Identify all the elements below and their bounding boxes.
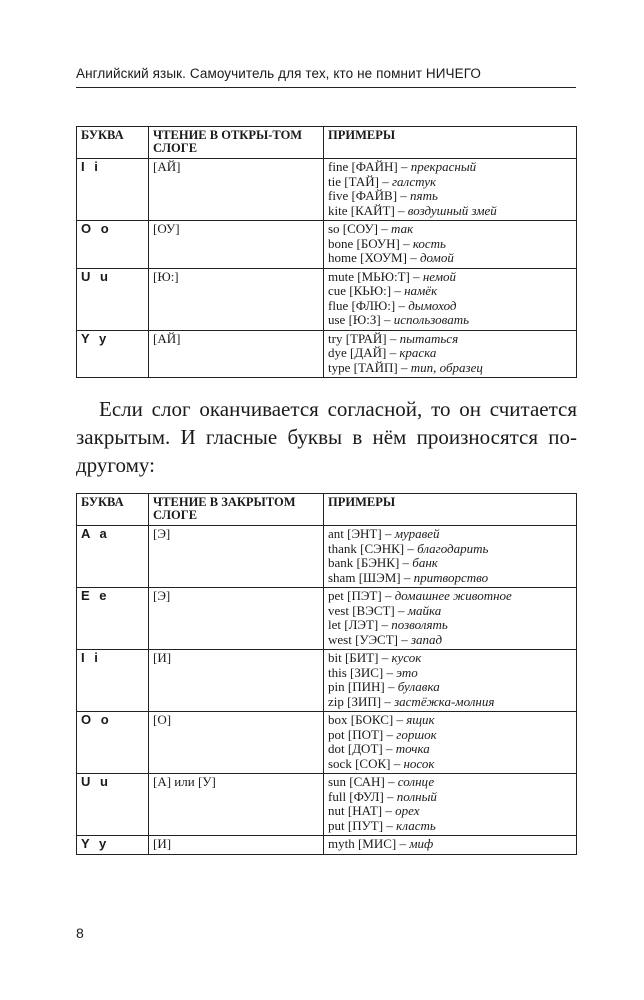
column-header-examples: ПРИМЕРЫ [324,494,577,526]
example-word: full [ФУЛ] [328,788,384,804]
example-word: vest [ВЭСТ] [328,602,395,618]
reading-cell: [Ю:] [149,268,324,330]
table-row [77,774,577,836]
example-word: sun [САН] [328,774,385,789]
example-translation: использовать [393,312,470,327]
table-header-row [77,127,577,159]
example-word: fine [ФАЙН] [328,159,398,174]
example-word: bit [БИТ] [328,650,379,665]
example-line: nut [НАТ] – орех [328,803,420,818]
example-word: home [ХОУМ] [328,250,407,265]
example-translation: тип, образец [410,359,483,375]
example-translation: галстук [391,173,437,189]
column-header-reading: ЧТЕНИЕ В ОТКРЫ-ТОМ СЛОГЕ [149,127,324,159]
example-line: pin [ПИН] – булавка [328,679,440,694]
example-line: so [СОУ] – так [328,221,414,236]
running-header: Английский язык. Самоучитель для тех, кто не помнит НИЧЕГО [76,66,481,81]
example-line: use [Ю:З] – использовать [328,312,470,327]
reading-cell: [И] [149,836,324,855]
example-word: pot [ПОТ] [328,726,384,742]
example-word: thank [СЭНК] [328,540,405,556]
reading-cell: [Э] [149,526,324,588]
example-translation: ящик [406,712,435,727]
example-translation: благодарить [417,540,489,556]
example-word: tie [ТАЙ] [328,173,379,189]
example-translation: намёк [404,283,438,298]
example-word: this [ЗИС] [328,664,384,680]
example-line: cue [КЬЮ:] – намёк [328,283,438,298]
example-translation: булавка [397,679,440,694]
examples-cell [324,836,577,855]
example-translation: домашнее животное [394,588,512,603]
example-word: bank [БЭНК] [328,555,400,570]
example-word: nut [НАТ] [328,803,383,818]
example-line: type [ТАЙП] – тип, образец [328,359,483,375]
table-row [77,712,577,774]
example-translation: майка [407,602,442,618]
table-row [77,836,577,855]
example-word: sham [ШЭМ] [328,569,401,585]
example-line: myth [МИС] – миф [328,836,434,851]
example-line: full [ФУЛ] – полный [328,788,437,804]
open-syllable-table [76,126,577,378]
example-translation: немой [422,268,457,284]
example-translation: точка [395,741,430,756]
example-line: flue [ФЛЮ:] – дымоход [328,297,457,313]
example-translation: дымоход [408,297,457,313]
example-line: bone [БОУН] – кость [328,235,446,251]
examples-cell [324,774,577,836]
example-translation: застёжка-молния [394,693,495,709]
example-translation: домой [419,250,454,265]
example-line: vest [ВЭСТ] – майка [328,602,442,618]
example-translation: класть [396,817,436,833]
letter-cell: Y y [77,836,149,855]
example-translation: горшок [396,726,437,742]
example-line: try [ТРАЙ] – пытаться [328,330,459,346]
example-translation: полный [396,788,437,804]
header-rule [76,87,576,88]
letter-cell: I i [77,159,149,221]
page-number: 8 [76,925,84,941]
example-translation: краска [399,345,437,360]
example-line: mute [МЬЮ:Т] – немой [328,268,457,284]
example-line: dye [ДАЙ] – краска [328,345,437,360]
example-word: type [ТАЙП] [328,359,398,375]
example-word: so [СОУ] [328,221,379,236]
reading-cell: [АЙ] [149,330,324,378]
example-line: box [БОКС] – ящик [328,712,435,727]
examples-cell [324,650,577,712]
examples-cell [324,268,577,330]
example-translation: орех [395,803,420,818]
example-word: put [ПУТ] [328,817,384,833]
example-translation: прекрасный [410,159,477,174]
paragraph: Если слог оканчивается согласной, то он считается закрытым. И гласные буквы в нём произносятся по-другому: [76,397,577,477]
example-translation: воздушный змей [407,202,497,218]
example-word: mute [МЬЮ:Т] [328,268,410,284]
example-word: kite [КАЙТ] [328,202,395,218]
example-word: cue [КЬЮ:] [328,283,392,298]
reading-cell: [И] [149,650,324,712]
examples-cell [324,159,577,221]
letter-cell: O o [77,712,149,774]
examples-cell [324,221,577,269]
letter-cell: I i [77,650,149,712]
example-line: pet [ПЭТ] – домашнее животное [328,588,512,603]
example-line: sun [САН] – солнце [328,774,435,789]
example-line: ant [ЭНТ] – муравей [328,526,440,541]
table-row [77,330,577,378]
example-line: zip [ЗИП] – застёжка-молния [328,693,495,709]
table-row [77,588,577,650]
example-word: use [Ю:З] [328,312,381,327]
example-word: ant [ЭНТ] [328,526,382,541]
example-translation: кость [412,235,446,251]
example-translation: притворство [413,569,489,585]
example-word: pet [ПЭТ] [328,588,382,603]
example-word: myth [МИС] [328,836,397,851]
example-line: thank [СЭНК] – благодарить [328,540,489,556]
reading-cell: [А] или [У] [149,774,324,836]
example-word: try [ТРАЙ] [328,330,387,346]
letter-cell: U u [77,774,149,836]
reading-cell: [АЙ] [149,159,324,221]
letter-cell: O o [77,221,149,269]
examples-cell [324,526,577,588]
example-translation: это [396,664,418,680]
example-line: fine [ФАЙН] – прекрасный [328,159,477,174]
table-row [77,268,577,330]
table-row [77,159,577,221]
example-translation: миф [409,836,434,851]
example-word: dye [ДАЙ] [328,345,387,360]
example-translation: пять [410,188,438,203]
example-line: dot [ДОТ] – точка [328,741,430,756]
example-line: put [ПУТ] – класть [328,817,436,833]
examples-cell [324,588,577,650]
example-translation: позволять [391,617,448,632]
letter-cell: A a [77,526,149,588]
example-translation: кусок [391,650,422,665]
column-header-letter: БУКВА [77,127,149,159]
letter-cell: Y y [77,330,149,378]
example-word: sock [СОК] [328,755,391,771]
column-header-examples: ПРИМЕРЫ [324,127,577,159]
example-word: box [БОКС] [328,712,394,727]
example-translation: солнце [397,774,435,789]
example-line: let [ЛЭТ] – позволять [328,617,448,632]
example-translation: носок [403,755,435,771]
example-word: west [УЭСТ] [328,631,398,647]
example-translation: банк [412,555,438,570]
table-row [77,650,577,712]
reading-cell: [Э] [149,588,324,650]
example-word: let [ЛЭТ] [328,617,379,632]
reading-cell: [ОУ] [149,221,324,269]
example-translation: муравей [394,526,440,541]
example-line: home [ХОУМ] – домой [328,250,454,265]
example-line: bank [БЭНК] – банк [328,555,438,570]
closed-syllable-table [76,493,577,855]
column-header-reading: ЧТЕНИЕ В ЗАКРЫТОМ СЛОГЕ [149,494,324,526]
example-word: bone [БОУН] [328,235,400,251]
example-word: pin [ПИН] [328,679,385,694]
example-word: five [ФАЙВ] [328,188,398,203]
example-line: tie [ТАЙ] – галстук [328,173,437,189]
example-word: zip [ЗИП] [328,693,382,709]
example-word: dot [ДОТ] [328,741,383,756]
table-row [77,221,577,269]
letter-cell: E e [77,588,149,650]
example-line: this [ЗИС] – это [328,664,418,680]
example-word: flue [ФЛЮ:] [328,297,396,313]
example-translation: пытаться [399,330,459,346]
example-line: sham [ШЭМ] – притворство [328,569,489,585]
table-header-row [77,494,577,526]
example-line: pot [ПОТ] – горшок [328,726,437,742]
example-translation: так [391,221,414,236]
examples-cell [324,712,577,774]
examples-cell [324,330,577,378]
example-line: sock [СОК] – носок [328,755,435,771]
column-header-letter: БУКВА [77,494,149,526]
example-line: west [УЭСТ] – запад [328,631,443,647]
letter-cell: U u [77,268,149,330]
example-line: bit [БИТ] – кусок [328,650,422,665]
example-line: five [ФАЙВ] – пять [328,188,438,203]
example-translation: запад [410,631,443,647]
example-line: kite [КАЙТ] – воздушный змей [328,202,497,218]
reading-cell: [О] [149,712,324,774]
table-row [77,526,577,588]
